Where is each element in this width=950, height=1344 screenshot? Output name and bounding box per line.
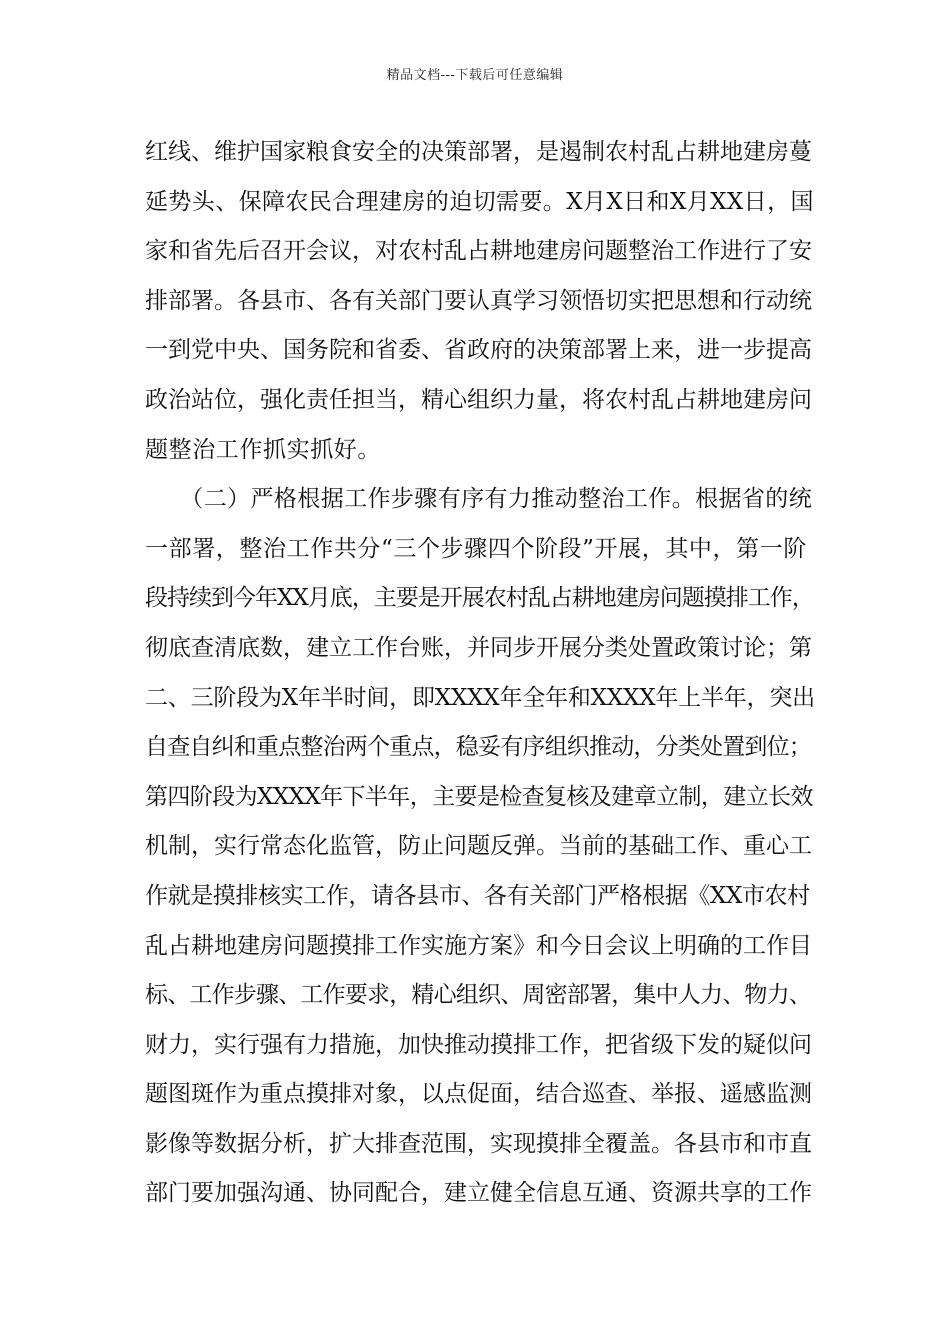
text-line: 延势头、保障农民合理建房的迫切需要。X月X日和X月XX日，国 bbox=[145, 188, 814, 215]
text-line: 影像等数据分析，扩大排查范围，实现摸排全覆盖。各县市和市直 bbox=[145, 1130, 812, 1157]
text-line: 一到党中央、国务院和省委、省政府的决策部署上来，进一步提高 bbox=[145, 337, 812, 364]
text-line: 财力，实行强有力措施，加快推动摸排工作，把省级下发的疑似问 bbox=[145, 1031, 812, 1058]
text-line: 自查自纠和重点整治两个重点，稳妥有序组织推动，分类处置到位； bbox=[145, 734, 812, 761]
text-line: 二、三阶段为X年半时间，即XXXX年全年和XXXX年上半年，突出 bbox=[145, 684, 815, 711]
text-line: 第四阶段为XXXX年下半年，主要是检查复核及建章立制，建立长效 bbox=[145, 783, 813, 810]
page-header: 精品文档---下载后可任意编辑 bbox=[386, 68, 564, 83]
text-line: 部门要加强沟通、协同配合，建立健全信息互通、资源共享的工作 bbox=[145, 1180, 812, 1207]
body-text bbox=[145, 128, 815, 1219]
text-line: 政治站位，强化责任担当，精心组织力量，将农村乱占耕地建房问 bbox=[145, 386, 812, 413]
text-line: 红线、维护国家粮食安全的决策部署，是遏制农村乱占耕地建房蔓 bbox=[145, 139, 812, 165]
text-line: 彻底查清底数，建立工作台账，并同步开展分类处置政策讨论；第 bbox=[145, 634, 812, 661]
text-line: （二）严格根据工作步骤有序有力推动整治工作。根据省的统 bbox=[145, 486, 813, 513]
text-line: 家和省先后召开会议，对农村乱占耕地建房问题整治工作进行了安 bbox=[145, 238, 812, 265]
text-line: 题图斑作为重点摸排对象，以点促面，结合巡查、举报、遥感监测 bbox=[145, 1081, 812, 1108]
text-line: 题整治工作抓实抓好。 bbox=[145, 436, 381, 463]
text-line: 标、工作步骤、工作要求，精心组织、周密部署，集中人力、物力、 bbox=[145, 982, 812, 1009]
text-line: 机制，实行常态化监管，防止问题反弹。当前的基础工作、重心工 bbox=[145, 833, 812, 860]
text-line: 排部署。各县市、各有关部门要认真学习领悟切实把思想和行动统 bbox=[145, 287, 812, 314]
text-line: 作就是摸排核实工作，请各县市、各有关部门严格根据《XX市农村 bbox=[145, 882, 810, 909]
text-line: 乱占耕地建房问题摸排工作实施方案》和今日会议上明确的工作目 bbox=[145, 932, 812, 959]
text-line: 一部署，整治工作共分“三个步骤四个阶段”开展，其中，第一阶 bbox=[145, 535, 807, 562]
text-line: 段持续到今年XX月底，主要是开展农村乱占耕地建房问题摸排工作， bbox=[145, 585, 814, 612]
